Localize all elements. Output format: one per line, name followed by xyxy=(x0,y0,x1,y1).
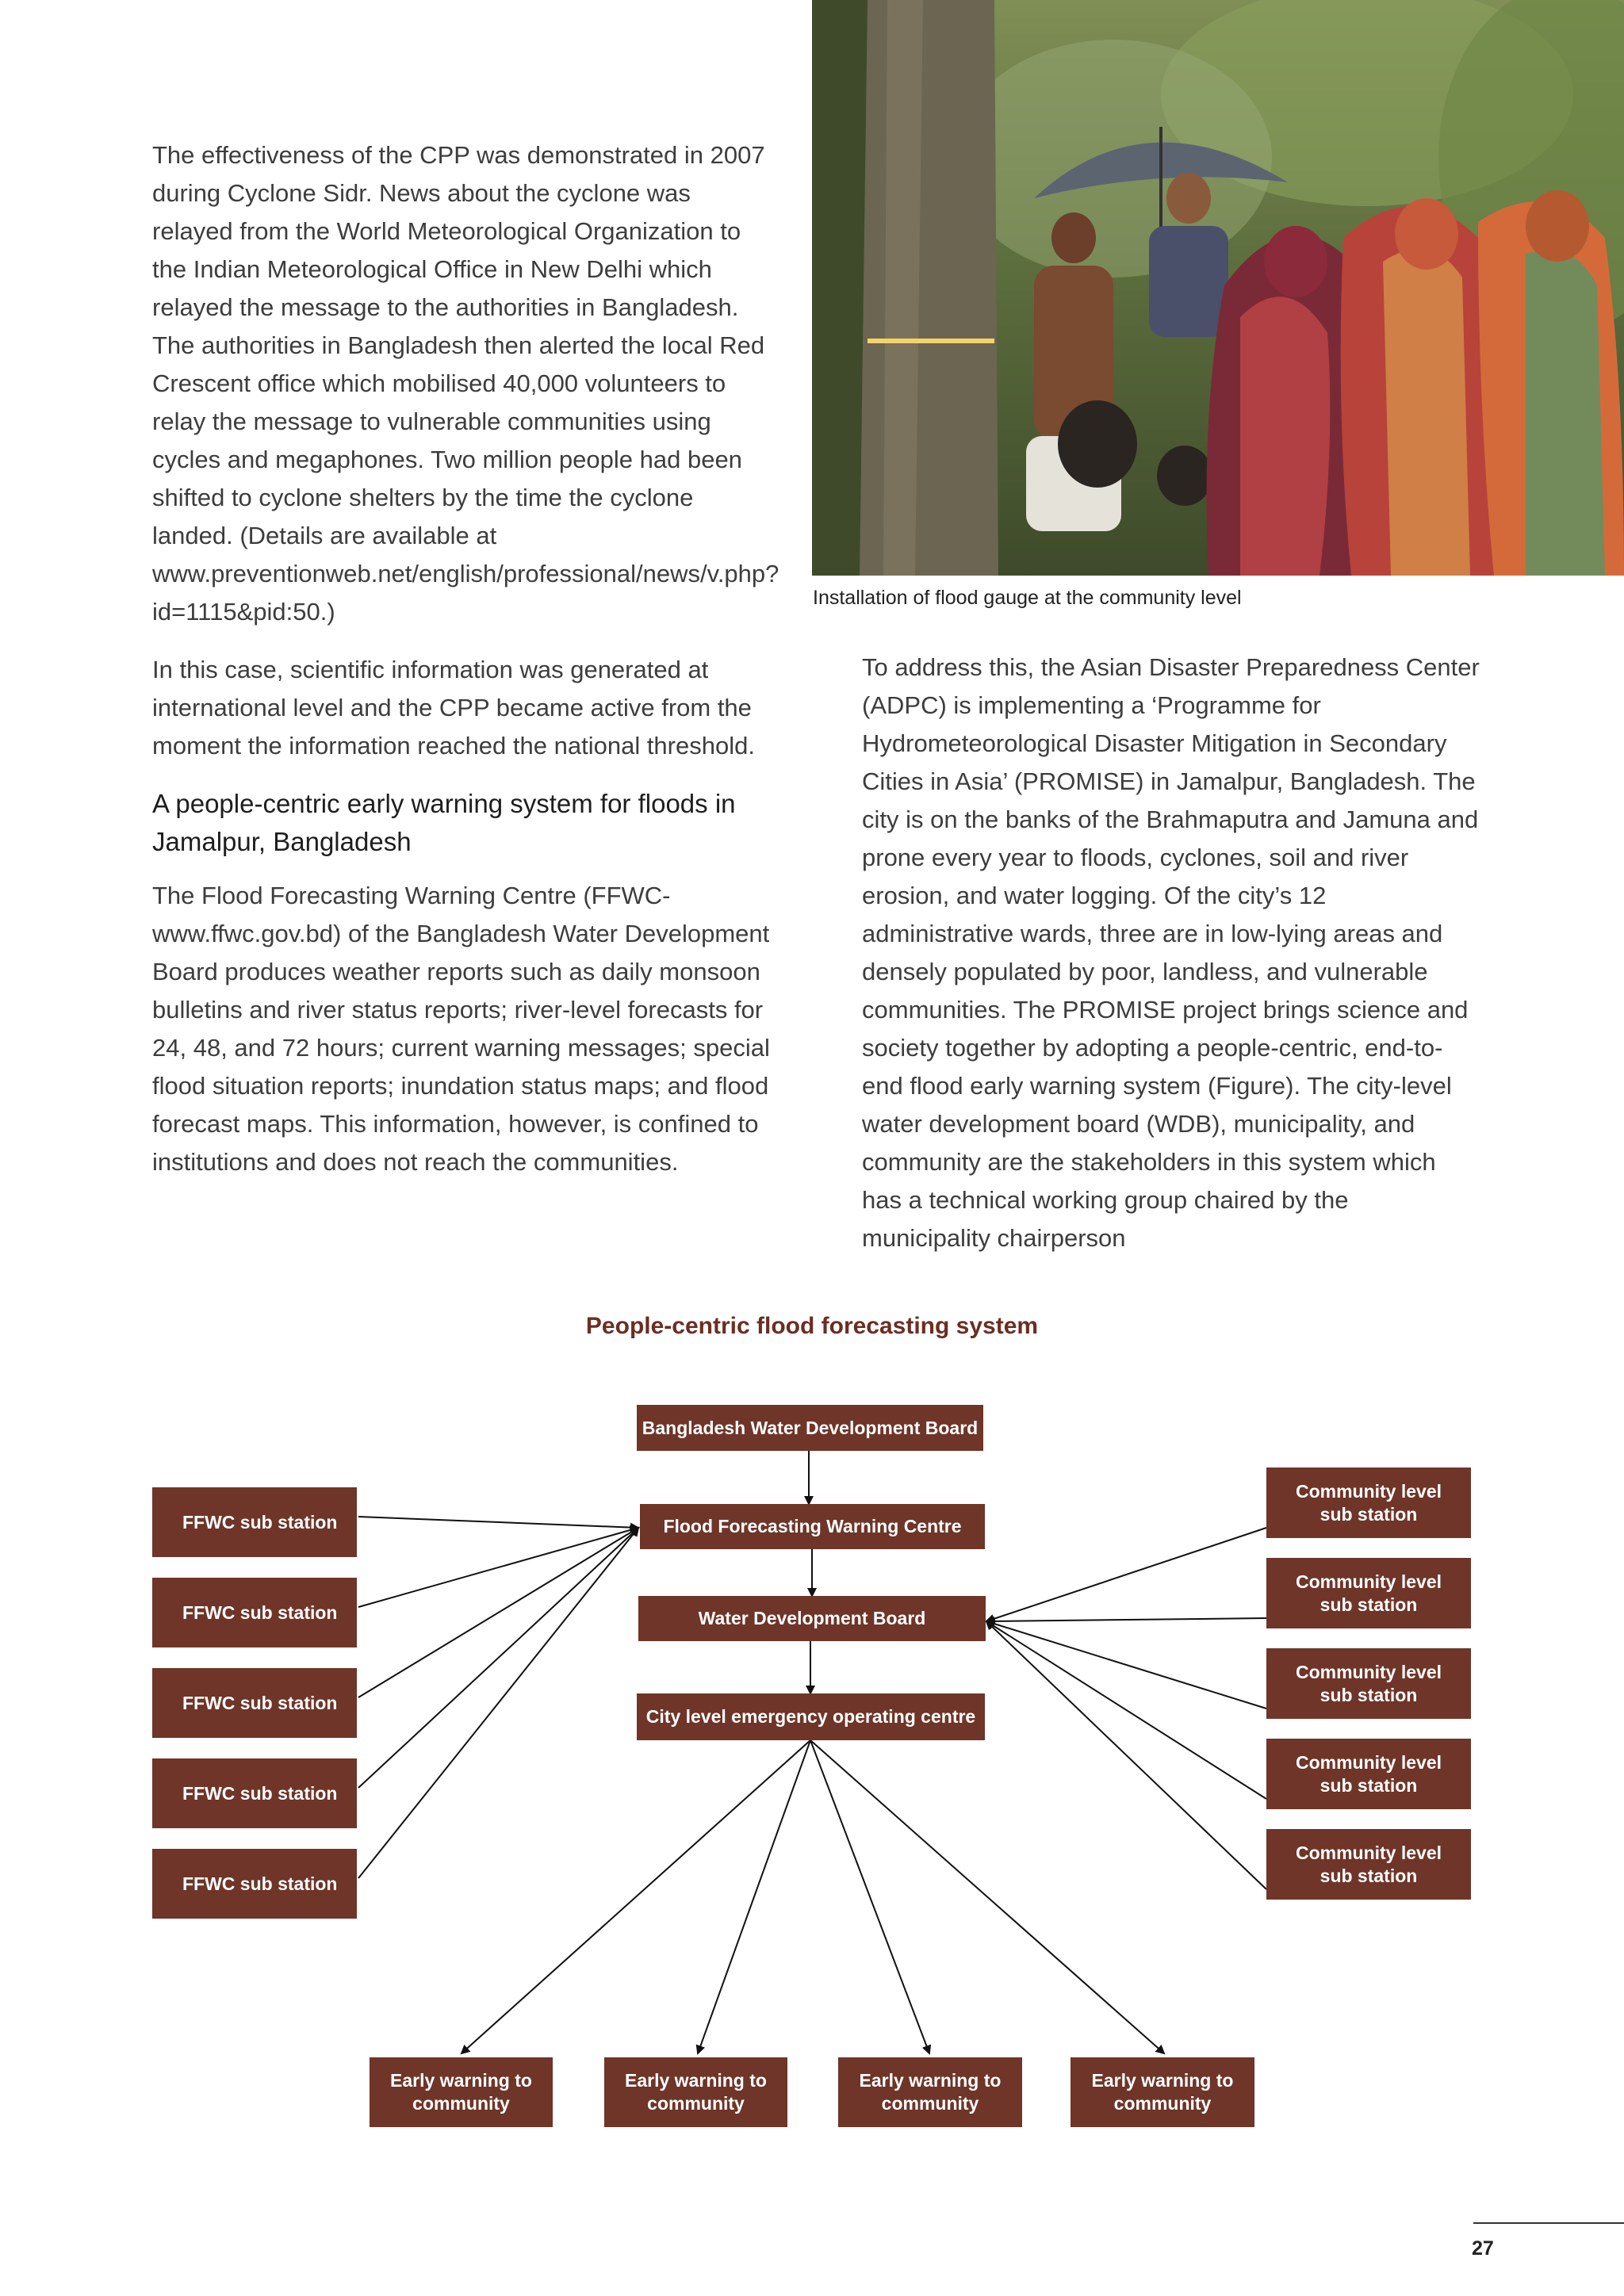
arrow-down-1 xyxy=(462,1740,810,2053)
page-number: 27 xyxy=(1472,2237,1494,2260)
community-sub-station-3: Community level sub station xyxy=(1266,1648,1471,1719)
community-sub-station-1: Community level sub station xyxy=(1266,1468,1471,1538)
promise-paragraph: To address this, the Asian Disaster Preparedness Center (ADPC) is implementing a ‘Programme for Hydrometeorological Disaster Mitigation in Secondary Cities in Asia’ (PROMISE) in Jamalpur, Bangladesh. The city is on the banks of the Brahmaputra and Jamuna and prone every year to floods, cyclones, soil and river erosion, and water logging. Of the city’s 12 administrative wards, three are in low-lying areas and densely populated by poor, landless, and vulnerable communities. The PROMISE project brings science and society together by adopting a people-centric, end-to-end flood early warning system (Figure). The city-level water development board (WDB), municipality, and community are the stakeholders in this system which has a technical working group chaired by the municipality chairperson xyxy=(862,653,1480,1252)
arrow-right-5 xyxy=(986,1621,1266,1889)
early-warning-4: Early warning to community xyxy=(1071,2057,1254,2127)
arrow-right-2 xyxy=(986,1618,1266,1621)
arrow-left-3 xyxy=(358,1528,638,1697)
arrow-left-5 xyxy=(358,1528,638,1878)
ffwc-paragraph: The Flood Forecasting Warning Centre (FFWC- www.ffwc.gov.bd) of the Bangladesh Water Development Board produces weather reports such as daily monsoon bulletins and river status reports; river-level forecasts for 24, 48, and 72 hours; current warning messages; special flood situation reports; inundation status maps; and flood forecast maps. This information, however, is confined to institutions and does not reach the communities. xyxy=(152,882,770,1176)
wdb-box: Water Development Board xyxy=(638,1596,986,1641)
arrow-left-1 xyxy=(358,1517,638,1528)
cyclone-sidr-paragraph: The effectiveness of the CPP was demonstrated in 2007 during Cyclone Sidr. News about the cyclone was relayed from the World Meteorological Organization to the Indian Meteorological Office in New Delhi which relayed the message to the authorities in Bangladesh. The authorities in Bangladesh then alerted the local Red Crescent office which mobilised 40,000 volunteers to relay the message to vulnerable communities using cycles and megaphones. Two million people had been shifted to cyclone shelters by the time the cyclone landed. (Details are available at www.preventionweb.net/english/professional/news/v.php?id=1115&pid:50.) xyxy=(152,141,779,626)
community-sub-station-2: Community level sub station xyxy=(1266,1558,1471,1628)
arrow-right-3 xyxy=(986,1621,1266,1709)
early-warning-2: Early warning to community xyxy=(604,2057,787,2127)
arrow-down-3 xyxy=(810,1740,929,2053)
footer-rule xyxy=(1473,2222,1624,2224)
ffwc-sub-station-1: FFWC sub station xyxy=(152,1487,357,1557)
bwdb-box: Bangladesh Water Development Board xyxy=(637,1405,983,1451)
section-heading: A people-centric early warning system for floods in Jamalpur, Bangladesh xyxy=(152,789,736,856)
eoc-box: City level emergency operating centre xyxy=(637,1693,985,1740)
ffwc-sub-station-5: FFWC sub station xyxy=(152,1849,357,1919)
scientific-info-paragraph: In this case, scientific information was generated at international level and the CPP became active from the moment the information reached the national threshold. xyxy=(152,656,755,760)
arrow-down-4 xyxy=(810,1740,1164,2053)
diagram-title: People-centric flood forecasting system xyxy=(585,1313,1039,1339)
community-sub-station-4: Community level sub station xyxy=(1266,1739,1471,1809)
arrow-right-4 xyxy=(986,1621,1266,1799)
arrow-down-2 xyxy=(698,1740,810,2053)
ffwc-box: Flood Forecasting Warning Centre xyxy=(640,1504,985,1549)
ffwc-sub-station-4: FFWC sub station xyxy=(152,1758,357,1828)
early-warning-1: Early warning to community xyxy=(370,2057,553,2127)
community-sub-station-5: Community level sub station xyxy=(1266,1829,1471,1900)
arrow-right-1 xyxy=(986,1528,1266,1621)
ffwc-sub-station-3: FFWC sub station xyxy=(152,1668,357,1738)
ffwc-sub-station-2: FFWC sub station xyxy=(152,1578,357,1647)
early-warning-3: Early warning to community xyxy=(838,2057,1022,2127)
photo-caption: Installation of flood gauge at the community level xyxy=(813,587,1242,609)
